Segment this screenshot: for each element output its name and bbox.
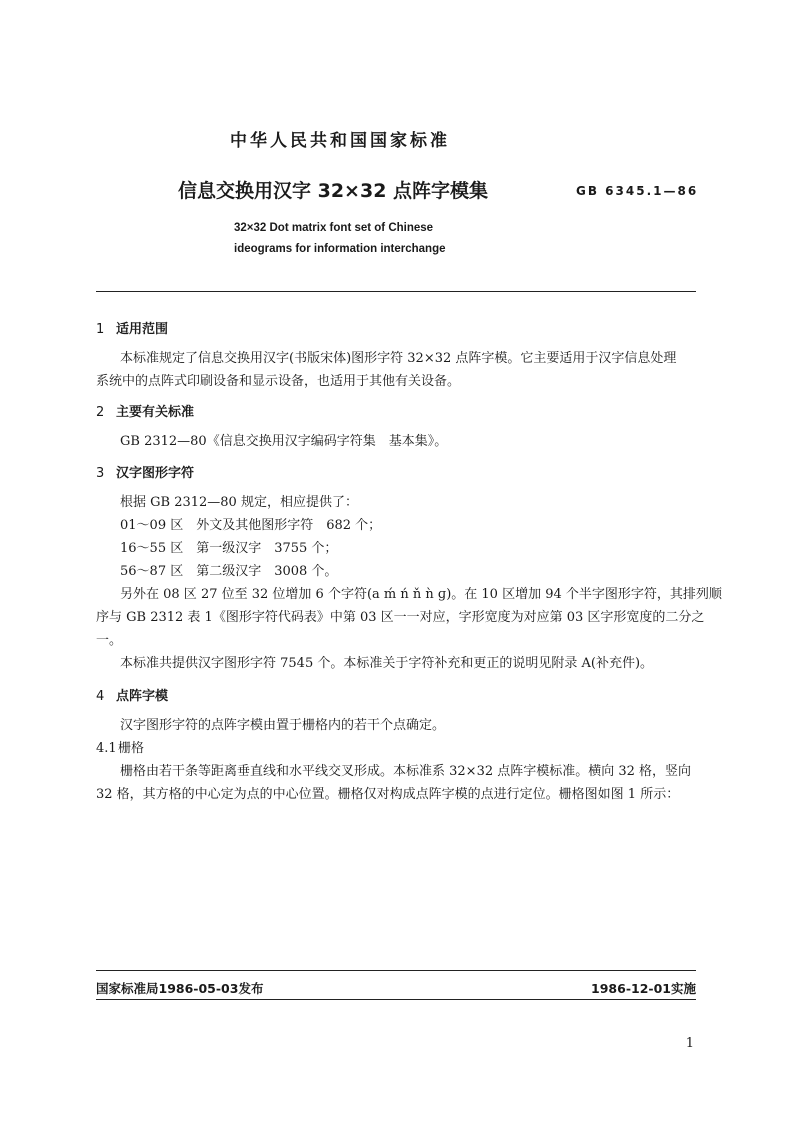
footer-divider-bottom bbox=[96, 999, 696, 1000]
list-item: 16～55 区 第一级汉字 3755 个； bbox=[120, 541, 338, 556]
footer-divider-top bbox=[96, 970, 696, 971]
subsection-4-1-paragraph-line-2: 32 格，其方格的中心定为点的中心位置。栅格仅对构成点阵字模的点进行定位。栅格图如图 1 所示： bbox=[96, 787, 680, 802]
section-4-number: 4 bbox=[96, 689, 105, 704]
effective-date: 1986-12-01实施 bbox=[591, 981, 696, 996]
english-title-line-2: ideograms for information interchange bbox=[234, 243, 446, 255]
subsection-4-1-title: 栅格 bbox=[118, 741, 145, 756]
section-3-paragraph-3: 本标准共提供汉字图形字符 7545 个。本标准关于字符补充和更正的说明见附录 A(补充件)。 bbox=[120, 656, 654, 671]
subsection-4-1-number: 4.1 bbox=[96, 741, 117, 756]
section-4-title: 点阵字模 bbox=[116, 689, 169, 704]
section-1-number: 1 bbox=[96, 322, 105, 337]
section-1-title: 适用范围 bbox=[116, 322, 169, 337]
section-4-heading bbox=[96, 685, 168, 704]
section-3-paragraph-2-line-1: 另外在 08 区 27 位至 32 位增加 6 个字符(a ḿ ń ň ǹ ɡ)。在 10 区增加 94 个半字图形字符，其排列顺 bbox=[120, 587, 722, 602]
section-2-title: 主要有关标准 bbox=[116, 405, 195, 420]
document-title: 信息交换用汉字 32×32 点阵字模集 bbox=[178, 180, 489, 202]
section-4-paragraph-1: 汉字图形字符的点阵字模由置于栅格内的若干个点确定。 bbox=[120, 718, 446, 733]
section-2-number: 2 bbox=[96, 405, 105, 420]
issued-date: 国家标准局1986-05-03发布 bbox=[96, 981, 264, 996]
subsection-4-1-paragraph-line-1: 栅格由若干条等距离垂直线和水平线交叉形成。本标准系 32×32 点阵字模标准。横向 32 格，竖向 bbox=[120, 764, 692, 779]
section-2-paragraph: GB 2312—80《信息交换用汉字编码字符集 基本集》。 bbox=[120, 434, 448, 449]
section-3-paragraph-2-line-3: 一。 bbox=[96, 633, 123, 648]
section-1-heading bbox=[96, 318, 168, 337]
section-3-number: 3 bbox=[96, 466, 105, 481]
header-divider bbox=[96, 291, 696, 292]
subsection-4-1-heading bbox=[96, 737, 144, 756]
section-3-paragraph-2-line-2: 序与 GB 2312 表 1《图形字符代码表》中第 03 区一一对应，字形宽度为对应第 03 区字形宽度的二分之 bbox=[96, 610, 705, 625]
english-title-line-1: 32×32 Dot matrix font set of Chinese bbox=[234, 222, 434, 234]
standard-code: GB 6345.1—86 bbox=[576, 184, 699, 198]
list-item: 01～09 区 外文及其他图形字符 682 个； bbox=[120, 518, 382, 533]
section-1-paragraph-line-1: 本标准规定了信息交换用汉字(书版宋体)图形字符 32×32 点阵字模。它主要适用于汉字信息处理 bbox=[120, 351, 677, 366]
section-1-paragraph-line-2: 系统中的点阵式印刷设备和显示设备，也适用于其他有关设备。 bbox=[96, 374, 461, 389]
section-3-title: 汉字图形字符 bbox=[116, 466, 195, 481]
national-standard-heading: 中华人民共和国国家标准 bbox=[230, 131, 450, 151]
section-3-heading bbox=[96, 462, 194, 481]
section-2-heading bbox=[96, 401, 194, 420]
section-3-intro: 根据 GB 2312—80 规定，相应提供了： bbox=[120, 495, 358, 510]
list-item: 56～87 区 第二级汉字 3008 个。 bbox=[120, 564, 338, 579]
page-number: 1 bbox=[685, 1036, 694, 1051]
